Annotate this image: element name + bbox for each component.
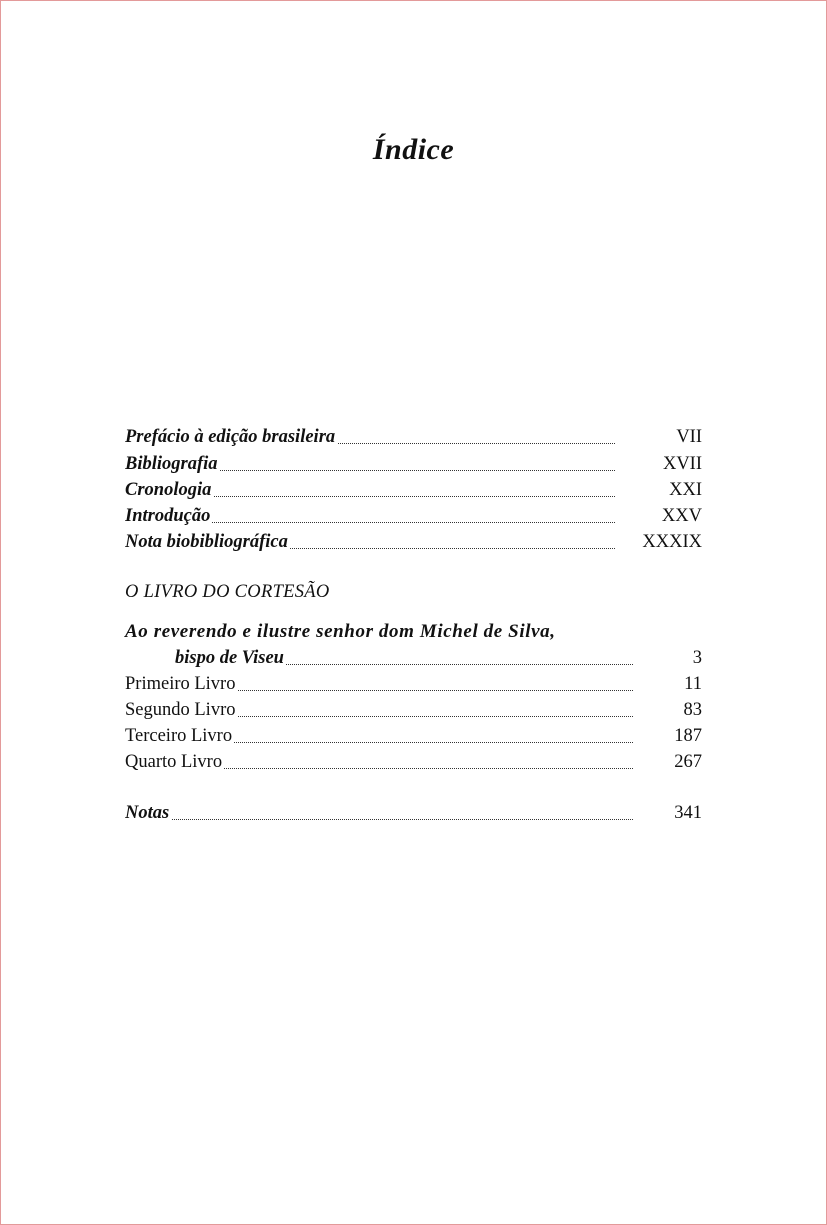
toc-entry-label: Nota biobibliográfica (125, 532, 288, 552)
toc-entry-label: Prefácio à edição brasileira (125, 427, 336, 447)
toc-entry-label: Segundo Livro (125, 700, 236, 720)
toc-entry-page: XXI (669, 480, 702, 500)
toc-entry-page: XXV (661, 506, 702, 526)
toc-entry-page: 3 (692, 648, 702, 668)
dedication-line1: Ao reverendo e ilustre senhor dom Michel de Silva, (125, 621, 556, 642)
toc-entry-page: XVII (662, 454, 702, 474)
toc-entry-label-wrap (125, 697, 633, 723)
section-heading: O LIVRO DO CORTESÃO (125, 582, 330, 602)
toc-entry-page: 341 (674, 803, 702, 823)
page-title: Índice (372, 133, 455, 166)
toc-entry-label: Primeiro Livro (125, 674, 236, 694)
toc-entry-label: Cronologia (125, 480, 212, 500)
toc-entry-label-wrap (125, 749, 633, 775)
toc-entry-label-wrap (125, 424, 615, 450)
toc-entry-label: Terceiro Livro (125, 726, 233, 746)
toc-entry-label: Introdução (125, 506, 211, 526)
toc-entry-label: bispo de Viseu (175, 648, 284, 668)
toc-entry-label-wrap (125, 503, 615, 529)
toc-entry-page: 83 (683, 700, 702, 720)
toc-entry-label-wrap (125, 529, 615, 555)
toc-entry-page: VII (676, 427, 702, 447)
toc-entry-label: Notas (125, 803, 170, 823)
toc-entry-label-wrap (125, 671, 633, 697)
toc-entry-page: XXXIX (642, 532, 702, 552)
leader-dots (125, 819, 633, 820)
toc-entry-label-wrap (125, 723, 633, 749)
toc-entry-label: Quarto Livro (125, 752, 223, 772)
toc-entry-page: 187 (674, 726, 702, 746)
toc-entry-label: Bibliografia (125, 454, 218, 474)
toc-entry-label-wrap (125, 800, 633, 826)
toc-entry-label-wrap (125, 451, 615, 477)
toc-entry-label-wrap (125, 477, 615, 503)
toc-entry-page: 267 (674, 752, 702, 772)
toc-entry-label-wrap (175, 645, 633, 671)
toc-entry-page: 11 (684, 674, 702, 694)
